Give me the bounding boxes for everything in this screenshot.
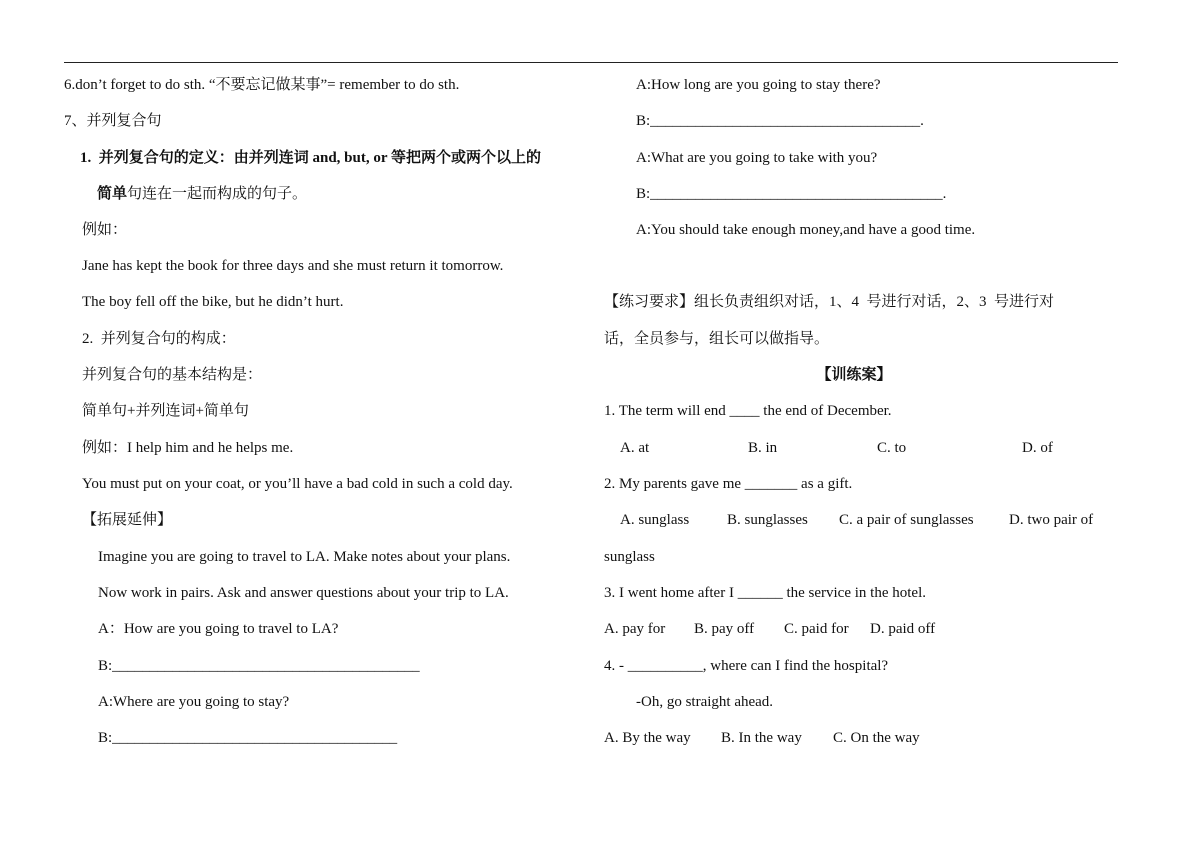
- question-2-option-d-wrap: sunglass: [604, 549, 655, 565]
- structure-heading: 2. 并列复合句的构成：: [82, 331, 236, 347]
- dialog-question-take: A:What are you going to take with you?: [636, 150, 878, 166]
- dialog-answer-blank-take: B:_______________________________________.: [636, 186, 947, 202]
- dialog-answer-blank-stay: B:______________________________________: [98, 730, 398, 746]
- extension-instruction-2: Now work in pairs. Ask and answer questions about your trip to LA.: [98, 585, 509, 601]
- question-3-option-d: D. paid off: [870, 621, 936, 637]
- definition-bold-word: 简单: [97, 186, 128, 202]
- question-3-option-a: A. pay for: [604, 621, 666, 637]
- structure-intro: 并列复合句的基本结构是：: [82, 367, 263, 383]
- dialog-question-stay: A:Where are you going to stay?: [98, 694, 290, 710]
- question-1-option-c: C. to: [877, 440, 907, 456]
- question-3: 3. I went home after I ______ the service in the hotel.: [604, 585, 926, 601]
- question-1-option-a: A. at: [620, 440, 650, 456]
- practice-requirement-line-2: 话，全员参与，组长可以做指导。: [604, 331, 830, 347]
- question-3-option-c: C. paid for: [784, 621, 849, 637]
- question-1: 1. The term will end ____ the end of December.: [604, 403, 892, 419]
- question-4-option-b: B. In the way: [721, 730, 802, 746]
- practice-requirement-line-1: 【练习要求】组长负责组织对话，1、4 号进行对话，2、3 号进行对: [604, 294, 1055, 310]
- example-label: 例如：: [82, 222, 128, 238]
- question-1-option-b: B. in: [748, 440, 778, 456]
- question-1-option-d: D. of: [1022, 440, 1053, 456]
- header-rule: [64, 62, 1118, 63]
- question-4-reply: -Oh, go straight ahead.: [636, 694, 774, 710]
- dialog-answer-blank-duration: B:____________________________________.: [636, 113, 924, 129]
- definition-line-2-rest: 句连在一起而构成的句子。: [127, 186, 308, 202]
- question-2-option-a: A. sunglass: [620, 512, 690, 528]
- definition-line-2: [97, 184, 307, 204]
- question-3-option-b: B. pay off: [694, 621, 755, 637]
- example-sentence-1: Jane has kept the book for three days and she must return it tomorrow.: [82, 258, 504, 274]
- dialog-answer-blank-travel: B:_________________________________________: [98, 658, 420, 674]
- section-heading-compound-sentence: 7、并列复合句: [64, 113, 162, 129]
- question-4-option-a: A. By the way: [604, 730, 691, 746]
- example-sentence-2: The boy fell off the bike, but he didn’t hurt.: [82, 294, 344, 310]
- question-2: 2. My parents gave me _______ as a gift.: [604, 476, 853, 492]
- question-2-option-b: B. sunglasses: [727, 512, 808, 528]
- question-4: 4. - __________, where can I find the hospital?: [604, 658, 889, 674]
- example-sentence-4: You must put on your coat, or you’ll have a bad cold in such a cold day.: [82, 476, 513, 492]
- dialog-question-duration: A:How long are you going to stay there?: [636, 77, 881, 93]
- question-4-option-c: C. On the way: [833, 730, 920, 746]
- question-2-option-d: D. two pair of: [1009, 512, 1094, 528]
- structure-formula: 简单句+并列连词+简单句: [82, 403, 249, 419]
- dialog-closing-line: A:You should take enough money,and have a good time.: [636, 222, 976, 238]
- definition-line-1: 1. 并列复合句的定义：由并列连词 and, but, or 等把两个或两个以上的: [80, 150, 542, 166]
- grammar-item-6: 6.don’t forget to do sth. “不要忘记做某事”= remember to do sth.: [64, 77, 460, 93]
- training-heading: 【训练案】: [816, 367, 892, 383]
- extension-instruction-1: Imagine you are going to travel to LA. Make notes about your plans.: [98, 549, 511, 565]
- dialog-question-travel: A：How are you going to travel to LA?: [98, 621, 339, 637]
- question-2-option-c: C. a pair of sunglasses: [839, 512, 974, 528]
- example-sentence-3: 例如：I help him and he helps me.: [82, 440, 294, 456]
- extension-heading: 【拓展延伸】: [82, 512, 173, 528]
